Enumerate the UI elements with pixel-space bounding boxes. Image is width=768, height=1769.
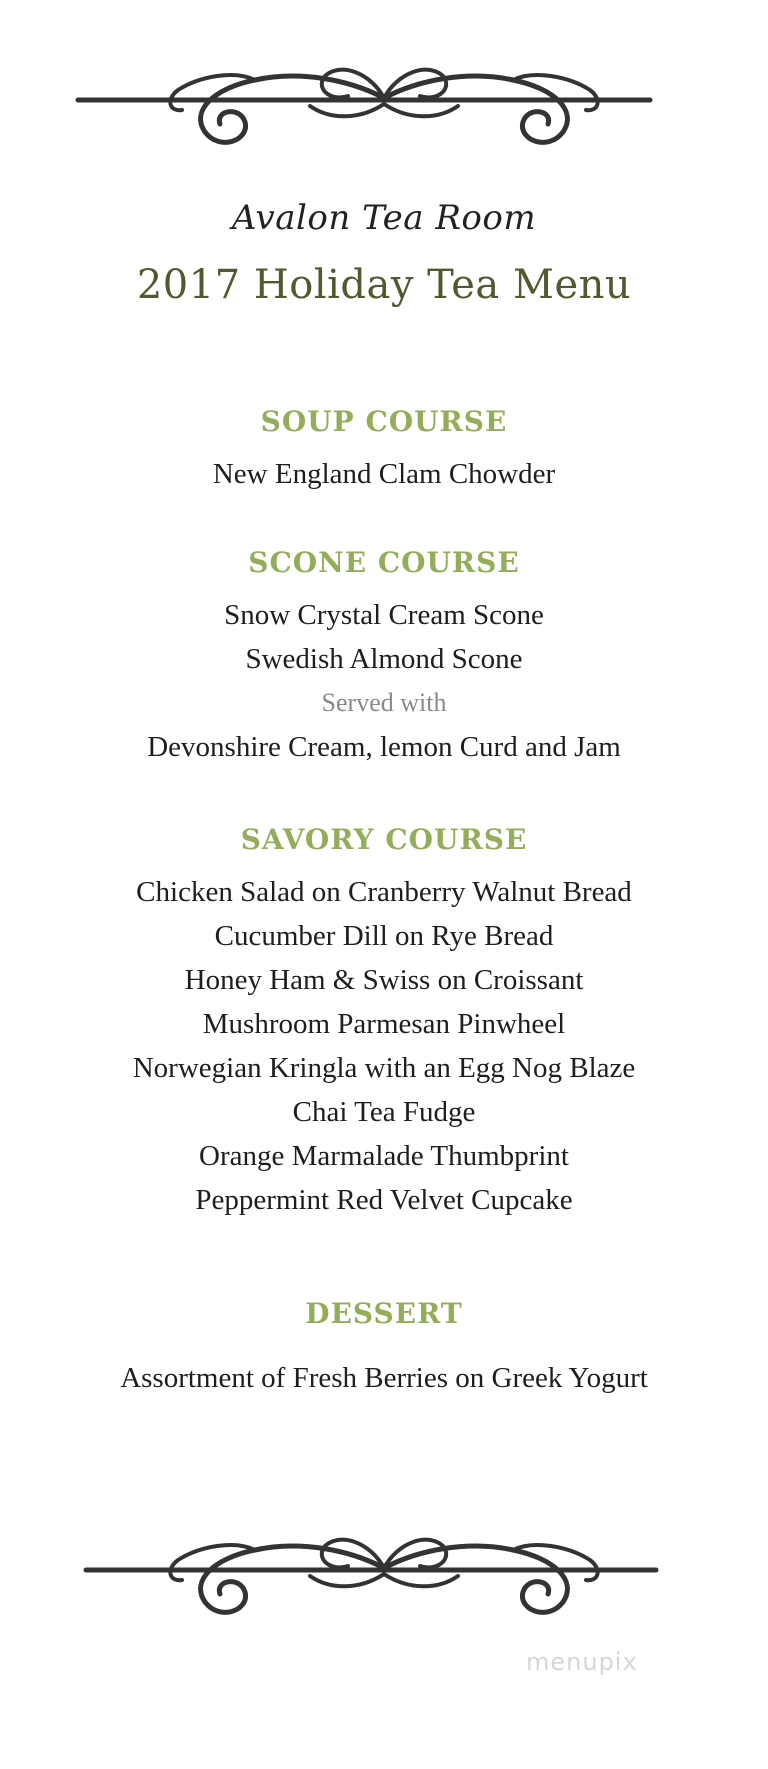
bottom-flourish-ornament xyxy=(0,1510,768,1630)
dessert-section xyxy=(0,1296,768,1400)
menu-item: Norwegian Kringla with an Egg Nog Blaze xyxy=(132,1052,636,1084)
menu-title: 2017 Holiday Tea Menu xyxy=(136,262,632,308)
menu-item: Assortment of Fresh Berries on Greek Yogurt xyxy=(120,1362,648,1394)
dessert-heading: DESSERT xyxy=(305,1297,463,1330)
menupix-watermark: menupix xyxy=(526,1648,638,1676)
menu-item: Mushroom Parmesan Pinwheel xyxy=(202,1008,566,1040)
savory-course-section xyxy=(0,822,768,1222)
menu-item: Chicken Salad on Cranberry Walnut Bread xyxy=(136,876,632,908)
soup-course-section xyxy=(0,404,768,496)
menu-item: New England Clam Chowder xyxy=(212,458,556,490)
scone-accompaniment: Devonshire Cream, lemon Curd and Jam xyxy=(147,731,621,763)
menu-item: Swedish Almond Scone xyxy=(245,643,523,675)
soup-course-heading: SOUP COURSE xyxy=(260,405,508,438)
top-flourish-ornament xyxy=(0,40,768,160)
savory-course-heading: SAVORY COURSE xyxy=(240,823,528,856)
restaurant-name: Avalon Tea Room xyxy=(231,198,537,238)
menu-item: Snow Crystal Cream Scone xyxy=(224,599,544,631)
menu-item: Cucumber Dill on Rye Bread xyxy=(214,920,554,952)
scone-course-section xyxy=(0,545,768,769)
scone-course-heading: SCONE COURSE xyxy=(248,546,520,579)
menu-item: Peppermint Red Velvet Cupcake xyxy=(195,1184,573,1216)
menu-item: Honey Ham & Swiss on Croissant xyxy=(184,964,584,996)
menu-item: Chai Tea Fudge xyxy=(292,1096,476,1128)
menu-item: Orange Marmalade Thumbprint xyxy=(199,1140,569,1172)
served-with-note: Served with xyxy=(321,688,447,717)
